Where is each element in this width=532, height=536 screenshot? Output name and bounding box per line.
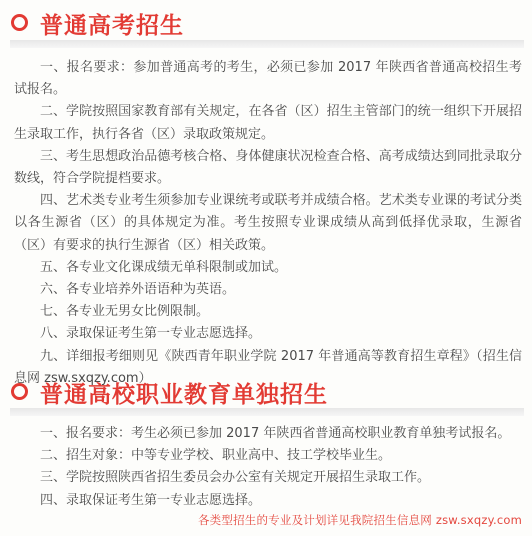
section-title: 普通高校职业教育单独招生 <box>40 382 328 408</box>
paragraph: 三、学院按照陕西省招生委员会办公室有关规定开展招生录取工作。 <box>40 470 431 486</box>
section-divider <box>10 40 524 48</box>
circle-bullet-icon <box>11 14 28 31</box>
circle-bullet-icon <box>11 383 28 400</box>
paragraph: 一、报名要求：考生必须已参加 2017 年陕西省普通高校职业教育单独考试报名。 <box>40 426 511 441</box>
paragraph: 八、录取保证考生第一专业志愿选择。 <box>40 326 262 342</box>
paragraph: 六、各专业培养外语语种为英语。 <box>40 282 236 298</box>
section-header-general-admission <box>0 0 532 44</box>
paragraph: 七、各专业无男女比例限制。 <box>40 304 210 320</box>
paragraph: 四、艺术类专业考生须参加专业课统考或联考并成绩合格。艺术类专业课的考试分类以各生源省（区）的具体规定为准。考生按照专业课成绩从高到低择优录取，生源省（区）有要求的执行生源省（区）相关政策。 <box>14 193 522 253</box>
paragraph: 二、招生对象：中等专业学校、职业高中、技工学校毕业生。 <box>40 448 392 464</box>
section-divider <box>10 408 524 416</box>
paragraph: 四、录取保证考生第一专业志愿选择。 <box>40 492 262 508</box>
section-body-general-admission <box>14 57 522 390</box>
paragraph: 二、学院按照国家教育部有关规定，在各省（区）招生主管部门的统一组织下开展招生录取工作，执行各省（区）录取政策规定。 <box>14 104 522 142</box>
footer-website-note: 各类型招生的专业及计划详见我院招生信息网 zsw.sxqzy.com <box>197 513 522 527</box>
paragraph: 五、各专业文化课成绩无单科限制或加试。 <box>40 259 288 275</box>
paragraph: 一、报名要求：参加普通高考的考生，必须已参加 2017 年陕西省普通高校招生考试报名。 <box>14 60 522 98</box>
section-header-vocational-admission <box>0 370 532 414</box>
section-title: 普通高考招生 <box>40 13 184 39</box>
section-body-vocational-admission <box>14 423 522 512</box>
paragraph: 九、详细报考细则见《陕西青年职业学院 2017 年普通高等教育招生章程》（招生信息网 zsw.sxqzy.com） <box>14 348 522 386</box>
paragraph: 三、考生思想政治品德考核合格、身体健康状况检查合格、高考成绩达到同批录取分数线，符合学院提档要求。 <box>14 148 522 187</box>
